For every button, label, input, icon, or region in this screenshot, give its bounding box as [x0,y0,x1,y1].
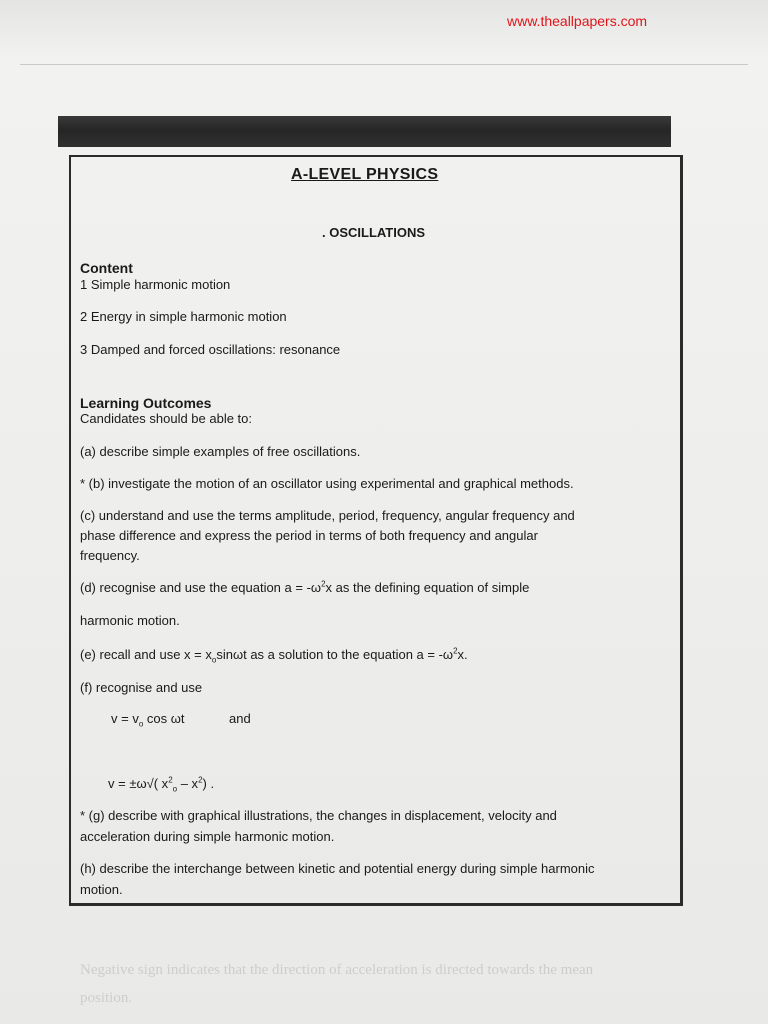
equation-velocity-sqrt [108,775,214,793]
outcome-c-line: (c) understand and use the terms amplitude, period, frequency, angular frequency and [80,508,575,523]
equation-velocity-cos [111,710,185,728]
content-heading: Content [80,260,133,276]
equation-text: v = v [111,711,139,726]
outcome-e-text: sinωt as a solution to the equation a = -ω [216,647,454,662]
outcome-g-line: * (g) describe with graphical illustrations, the changes in displacement, velocity and [80,808,557,823]
subscript: o [172,784,178,794]
conjunction-and: and [229,711,251,726]
subscript: o [138,719,144,729]
subscript: o [211,655,217,665]
equation-text: cos ωt [143,711,185,726]
outcome-c-line: frequency. [80,548,140,563]
outcome-d-line: harmonic motion. [80,613,180,628]
equation-text: – x [177,776,199,791]
outcome-g-line: acceleration during simple harmonic motion. [80,829,335,844]
content-item: 2 Energy in simple harmonic motion [80,309,287,324]
exponent: 2 [198,775,203,785]
site-link[interactable]: www.theallpapers.com [507,13,648,29]
content-item: 1 Simple harmonic motion [80,277,231,292]
outcome-e-text: x. [457,647,468,662]
bleed-through-text: Negative sign indicates that the direction of acceleration is directed towards the mean [80,962,594,978]
outcome-d-line [80,579,529,597]
outcome-e-line [80,646,468,664]
outcome-d-text: (d) recognise and use the equation a = -ω [80,580,322,595]
outcome-a: (a) describe simple examples of free oscillations. [80,444,361,459]
content-item: 3 Damped and forced oscillations: resonance [80,342,341,357]
equation-text: ) . [202,776,215,791]
outcome-e-text: (e) recall and use x = x [80,647,212,662]
outcomes-intro: Candidates should be able to: [80,411,253,426]
outcome-b: * (b) investigate the motion of an oscillator using experimental and graphical methods. [80,476,574,491]
header-band [58,116,671,147]
exponent: 2 [453,646,458,656]
page-title: A-LEVEL PHYSICS [291,166,439,183]
outcome-c-line: phase difference and express the period in terms of both frequency and angular [80,528,538,543]
exponent: 2 [321,579,326,589]
exponent: 2 [168,775,173,785]
divider [20,64,748,65]
outcome-f: (f) recognise and use [80,680,203,695]
outcome-d-text: x as the defining equation of simple [325,580,530,595]
outcome-h-line: motion. [80,882,123,897]
outcome-h-line: (h) describe the interchange between kinetic and potential energy during simple harmonic [80,861,595,876]
equation-text: v = ±ω√( x [108,776,169,791]
outcomes-heading: Learning Outcomes [80,395,212,411]
topic-title: . OSCILLATIONS [322,225,426,240]
bleed-through-text: position. [80,990,133,1006]
